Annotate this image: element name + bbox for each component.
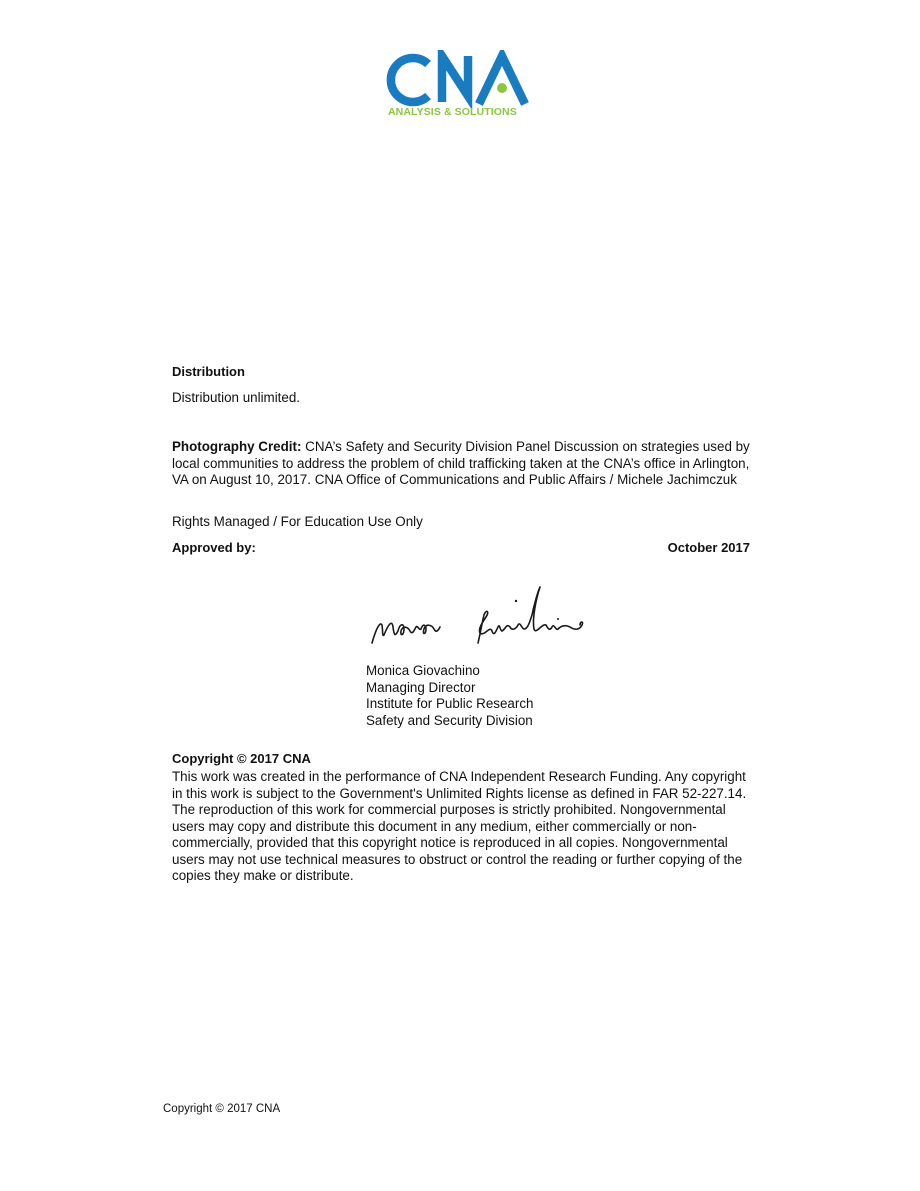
photo-credit-text: CNA’s Safety and Security Division Panel Discussion on strategies used by local communities to address the problem of child trafficking taken at the CNA’s office in Arlington, VA on August 10, 2017. CNA Office of Communications and Public Affairs / Michele Jachimczuk: [172, 439, 750, 487]
cna-logo-mark: [384, 50, 536, 110]
signer-division: Safety and Security Division: [366, 712, 533, 728]
approved-by-label: Approved by:: [172, 540, 256, 555]
signer-block: [366, 663, 533, 729]
footer-copyright: Copyright © 2017 CNA: [163, 1103, 281, 1115]
signer-organization: Institute for Public Research: [366, 696, 534, 712]
handwritten-signature: [366, 585, 606, 655]
copyright-heading: Copyright © 2017 CNA: [172, 751, 311, 766]
distribution-heading: Distribution: [172, 364, 245, 379]
signer-name: Monica Giovachino: [366, 663, 480, 678]
logo-tagline: ANALYSIS & SOLUTIONS: [388, 106, 517, 118]
photo-credit-label: Photography Credit:: [172, 439, 302, 454]
copyright-text: This work was created in the performance of CNA Independent Research Funding. Any copyright in this work is subject to the Government's Unlimited Rights license as defined in FAR 52-227.14. The reproduction of this work for commercial purposes is strictly prohibited. Nongovernmental users may copy and distribute this document in any medium, either commercially or non-commercially, provided that this copyright notice is reproduced in all copies. Nongovernmental users may not use technical measures to obstruct or control the reading or further copying of the copies they make or distribute.: [172, 769, 747, 883]
approval-date: October 2017: [667, 540, 750, 555]
signer-title: Managing Director: [366, 679, 476, 695]
signature: [366, 585, 606, 655]
rights-statement: Rights Managed / For Education Use Only: [172, 514, 423, 529]
distribution-text: Distribution unlimited.: [172, 390, 301, 405]
photo-credit: [172, 439, 752, 489]
